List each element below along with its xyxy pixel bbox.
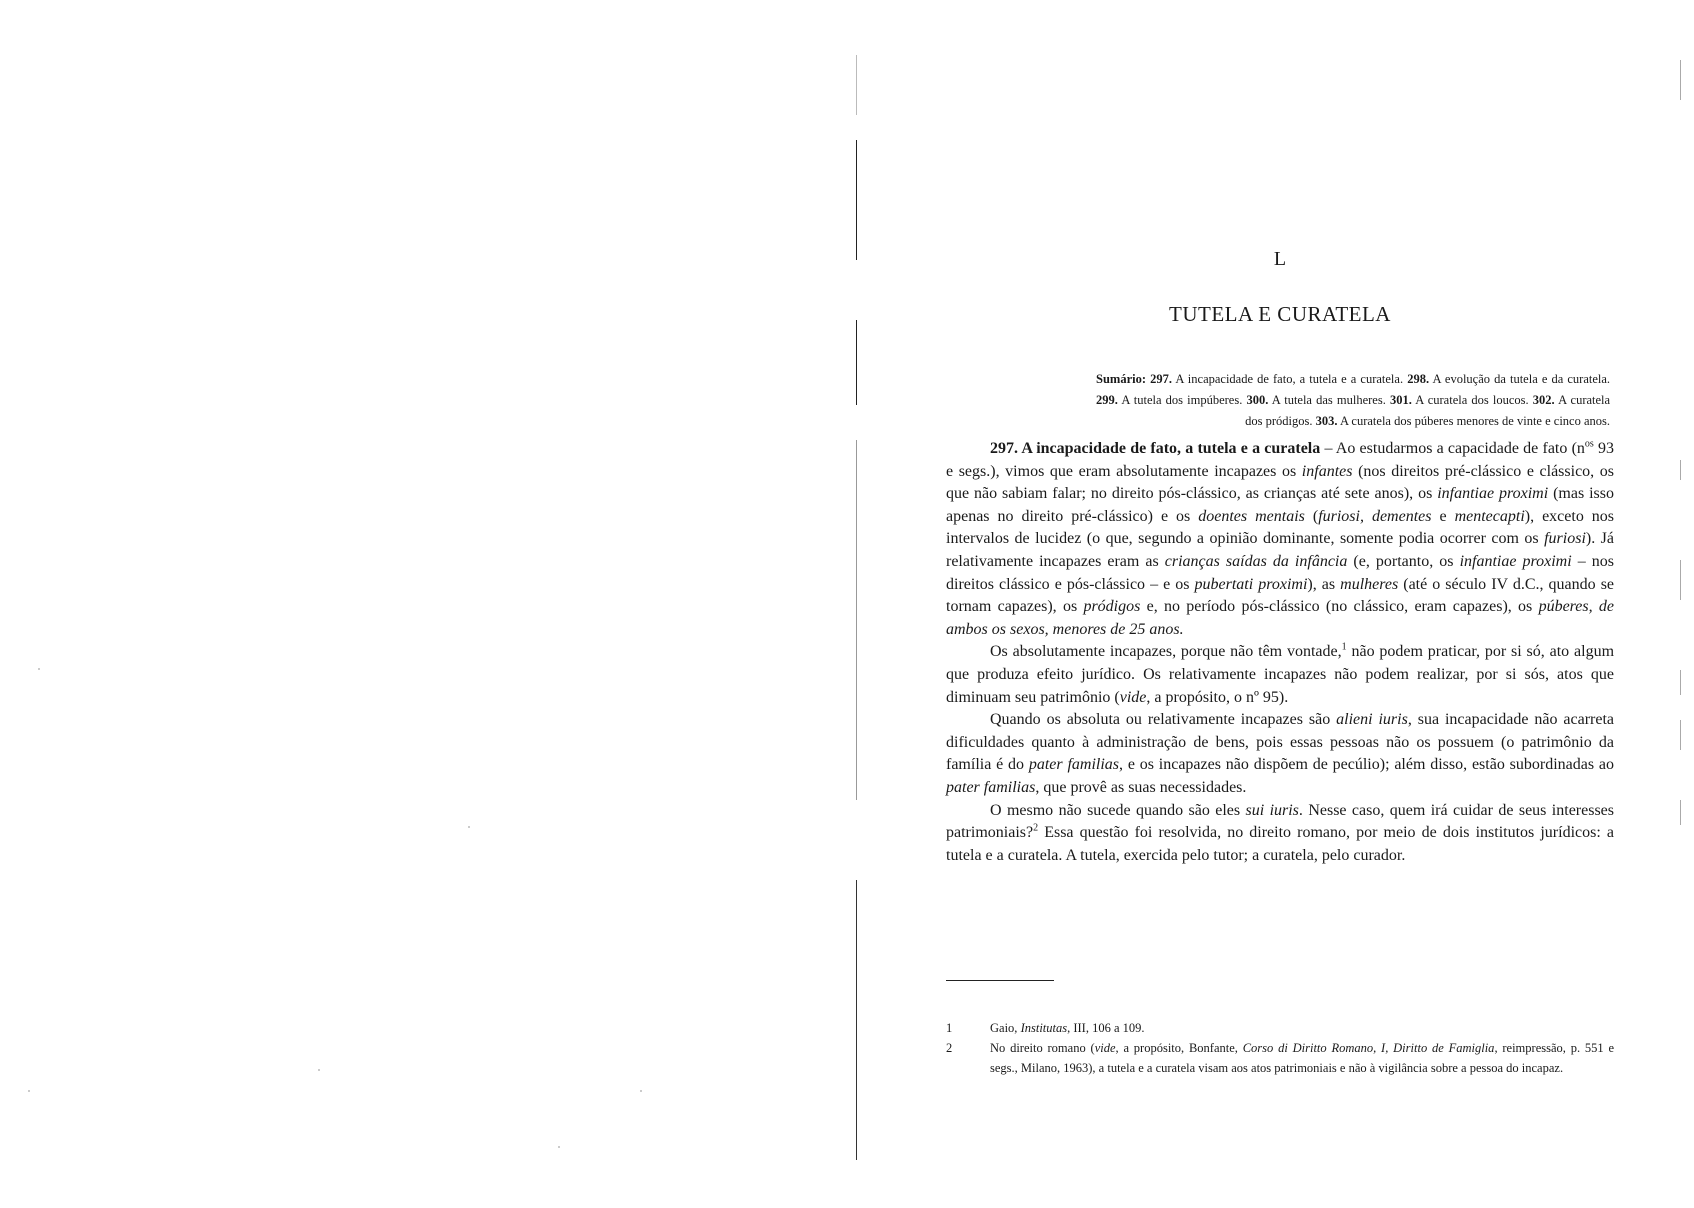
paragraph [946, 709, 1614, 799]
text-run: não podem praticar, por si só, ato algum que produza efeito jurídico. Os relativamente incapazes não podem realizar, por si sós, atos que diminuam seu patrimônio ( [946, 643, 1615, 706]
italic-term: doentes mentais [1198, 507, 1305, 525]
summary-item-text: A evolução da tutela e da curatela. [1432, 372, 1611, 386]
italic-term: Corso di Diritto Romano, I, Diritto de Famiglia [1242, 1041, 1495, 1055]
text-run: – nos direitos clássico e pós-clássico – e os [946, 552, 1615, 593]
italic-term: vide [1119, 688, 1147, 706]
text-run: Quando os absoluta ou relativamente incapazes são [990, 711, 1337, 729]
scan-speck [38, 668, 40, 670]
italic-term: pubertati proximi [1194, 575, 1308, 593]
footnote-number: 2 [946, 1041, 953, 1055]
text-run: , a propósito, Bonfante, [1115, 1041, 1243, 1055]
page-edge-mark [1680, 60, 1681, 100]
text-run: ), as [1307, 575, 1341, 593]
text-run: Os absolutamente incapazes, porque não têm vontade, [990, 643, 1342, 661]
italic-term: mentecapti [1454, 507, 1525, 525]
text-run: No direito romano ( [990, 1041, 1095, 1055]
italic-term: pater familias [946, 778, 1036, 796]
text-run: (mas isso apenas no direito pré-clássico) e os [946, 485, 1615, 525]
footnote-text [990, 1038, 1614, 1078]
summary-item-number: 302. [1532, 393, 1555, 407]
text-run: , reimpressão, p. 551 e segs., Milano, 1963), a tutela e a curatela visam aos atos patrimoniais e não à vigilância sobre a pessoa do incapaz. [990, 1041, 1614, 1075]
italic-term: infantiae proximi [1437, 485, 1549, 503]
footnote [946, 1038, 1614, 1078]
text-run: (nos direitos pré-clássico e clássico, os que não sabiam falar; no direito pós-clássico, as crianças até sete anos), os [946, 462, 1614, 503]
italic-term: alieni iuris [1336, 711, 1408, 729]
scan-speck [28, 1090, 30, 1092]
text-run: e [1431, 507, 1455, 525]
paragraph [946, 641, 1614, 709]
summary-item-text: A curatela dos loucos. [1415, 393, 1529, 407]
text-run: Essa questão foi resolvida, no direito romano, por meio de dois institutos jurídicos: a tutela e a curatela. A tutela, exercida pelo tutor; a curatela, pelo curador. [946, 824, 1614, 864]
scan-speck [640, 1090, 642, 1092]
italic-term: crianças saídas da infância [1164, 552, 1348, 570]
text-run: – [1320, 440, 1336, 457]
text-run: ( [1304, 507, 1319, 525]
footnote-text [990, 1018, 1614, 1038]
paragraph [946, 800, 1614, 868]
section-body [946, 438, 1614, 867]
footnote-divider [946, 980, 1054, 981]
footnotes [946, 1018, 1614, 1078]
gutter-line [856, 140, 857, 260]
summary-item-text: A tutela das mulheres. [1271, 393, 1386, 407]
text-run: ). Já relativamente incapazes eram as [946, 530, 1615, 570]
chapter-number: L [1273, 248, 1287, 270]
summary-item-text: A curatela dos púberes menores de vinte e cinco anos. [1339, 414, 1610, 428]
paragraph [946, 438, 1614, 641]
gutter-line [856, 320, 857, 405]
scan-speck [468, 826, 470, 828]
summary-item-number: 298. [1407, 372, 1430, 386]
italic-term: púberes, de ambos os sexos, menores de 25 anos. [946, 598, 1615, 638]
chapter-summary [1096, 369, 1610, 432]
text-run: , sua incapacidade não acarreta dificuldades quanto à administração de bens, pois essas pessoas não os possuem (o patrimônio da família é do [946, 711, 1615, 774]
summary-item-number: 301. [1389, 393, 1412, 407]
italic-term: sui iuris [1245, 801, 1299, 819]
gutter-line [856, 440, 857, 800]
text-run: Ao estudarmos a capacidade de fato (n [1335, 440, 1585, 457]
italic-term: Institutas [1020, 1021, 1068, 1035]
italic-term: pater familias [1028, 756, 1120, 774]
text-run: (e, portanto, os [1347, 552, 1460, 570]
gutter-line [856, 55, 857, 115]
text-run: e, no período pós-clássico (no clássico, eram capazes), os [1140, 598, 1539, 616]
text-run: Gaio, [990, 1021, 1021, 1035]
italic-term: pródigos [1083, 598, 1141, 616]
italic-term: infantiae proximi [1459, 552, 1572, 570]
summary-label: Sumário: [1096, 372, 1146, 386]
summary-item-number: 303. [1315, 414, 1338, 428]
summary-item-number: 297. [1150, 372, 1172, 386]
text-run: (até o século IV d.C., quando se tornam capazes), os [946, 575, 1615, 616]
summary-item-text: A incapacidade de fato, a tutela e a curatela. [1175, 372, 1404, 386]
text-run: O mesmo não sucede quando são eles [990, 801, 1246, 819]
gutter-line [856, 880, 857, 1160]
footnote [946, 1018, 1614, 1038]
section-heading: 297. A incapacidade de fato, a tutela e a curatela [990, 440, 1321, 457]
text-run: . Nesse caso, quem irá cuidar de seus interesses patrimoniais? [946, 801, 1614, 842]
page-edge-mark [1680, 670, 1681, 695]
page-edge-mark [1680, 560, 1681, 600]
page-edge-mark [1680, 720, 1681, 750]
summary-item-text: A tutela dos impúberes. [1121, 393, 1243, 407]
text-run: ), exceto nos intervalos de lucidez (o que, segundo a opinião dominante, somente podia ocorrer com os [946, 507, 1615, 548]
text-run: , a propósito, o nº 95). [1146, 688, 1289, 706]
summary-item-text: A curatela dos pródigos. [1245, 393, 1611, 428]
italic-term: mulheres [1340, 575, 1399, 593]
page-edge-mark [1680, 460, 1681, 480]
footnote-ref[interactable]: 1 [1341, 642, 1347, 654]
summary-item-number: 299. [1096, 393, 1118, 407]
text-run: 93 e segs.), vimos que eram absolutamente incapazes os [946, 440, 1614, 480]
scan-speck [558, 1146, 560, 1148]
italic-term: vide [1094, 1041, 1116, 1055]
italic-term: furiosi, dementes [1318, 507, 1432, 525]
scan-speck [318, 1069, 320, 1071]
footnote-number: 1 [946, 1021, 953, 1035]
text-run: , e os incapazes não dispõem de pecúlio); além disso, estão subordinadas ao [1119, 756, 1614, 774]
text-run: , III, 106 a 109. [1067, 1021, 1145, 1035]
text-run: , que provê as suas necessidades. [1035, 778, 1247, 796]
italic-term: furiosi [1544, 530, 1586, 548]
chapter-title: TUTELA E CURATELA [1169, 302, 1391, 326]
superscript: os [1584, 438, 1594, 450]
footnote-ref[interactable]: 2 [1033, 822, 1039, 834]
summary-item-number: 300. [1246, 393, 1269, 407]
page-edge-mark [1680, 800, 1681, 825]
italic-term: infantes [1301, 462, 1353, 480]
